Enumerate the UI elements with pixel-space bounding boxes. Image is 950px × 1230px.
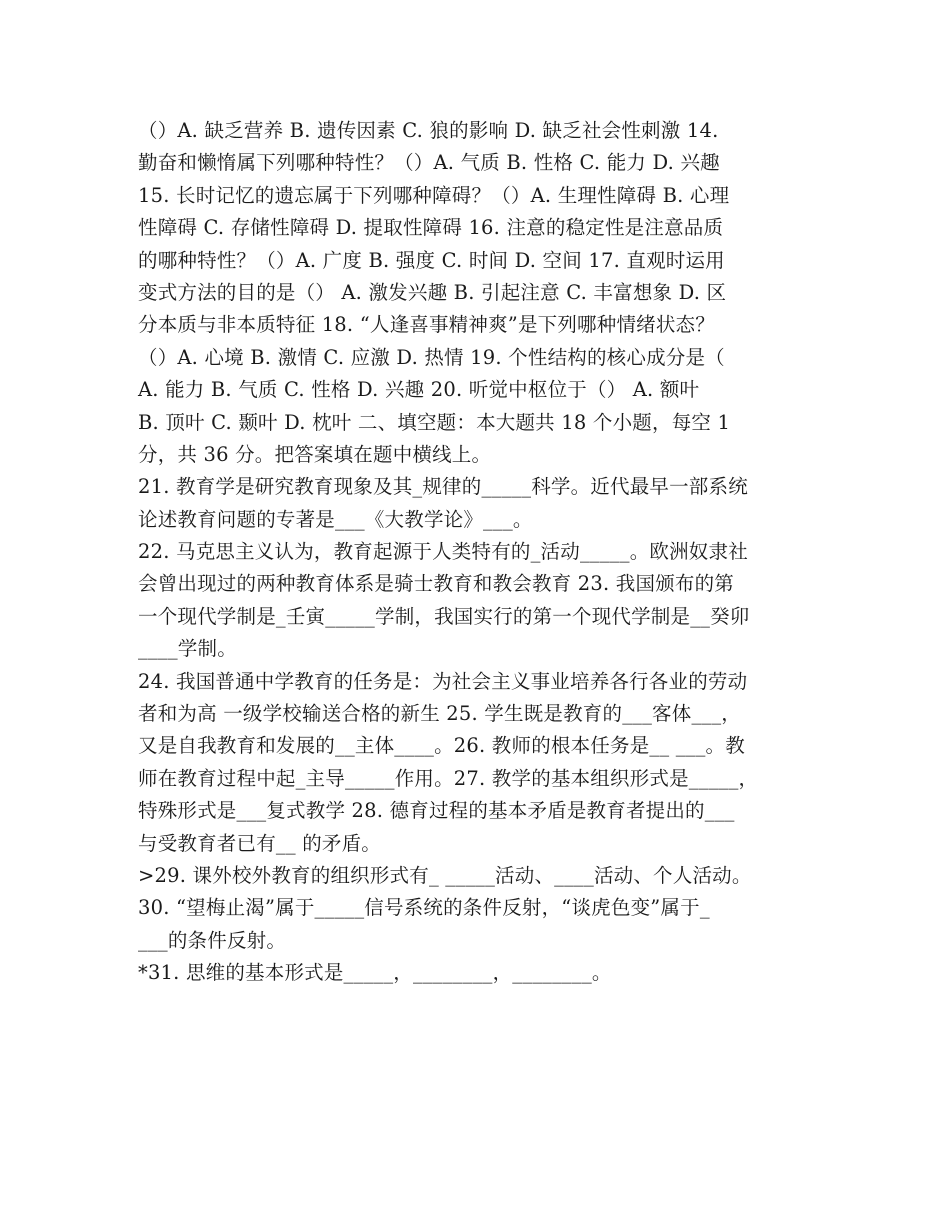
text-line: 师在教育过程中起_主导_____作用。27. 教学的基本组织形式是_____， bbox=[138, 766, 759, 790]
text-line: 24. 我国普通中学教育的任务是：为社会主义事业培养各行各业的劳动 bbox=[138, 669, 748, 693]
text-line: 特殊形式是___复式教学 28. 德育过程的基本矛盾是教育者提出的___ bbox=[138, 799, 735, 823]
text-line: 变式方法的目的是（） A. 激发兴趣 B. 引起注意 C. 丰富想象 D. 区 bbox=[138, 280, 727, 304]
text-line: 与受教育者已有__ 的矛盾。 bbox=[138, 831, 381, 855]
text-line: （）A. 心境 B. 激情 C. 应激 D. 热情 19. 个性结构的核心成分是（ bbox=[138, 345, 725, 369]
text-line: 者和为高 一级学校输送合格的新生 25. 学生既是教育的___客体___， bbox=[138, 702, 742, 726]
text-line: 勤奋和懒惰属下列哪种特性？（）A. 气质 B. 性格 C. 能力 D. 兴趣 bbox=[138, 151, 720, 175]
text-line: 又是自我教育和发展的__主体____。26. 教师的根本任务是__ ___。教 bbox=[138, 734, 745, 758]
text-line: 15. 长时记忆的遗忘属于下列哪种障碍？（）A. 生理性障碍 B. 心理 bbox=[138, 183, 730, 207]
text-line: B. 顶叶 C. 颞叶 D. 枕叶 二、填空题：本大题共 18 个小题，每空 1 bbox=[138, 410, 731, 434]
text-line: A. 能力 B. 气质 C. 性格 D. 兴趣 20. 听觉中枢位于（） A. 额叶 bbox=[138, 378, 700, 402]
document-text bbox=[138, 115, 818, 990]
text-line: 性障碍 C. 存储性障碍 D. 提取性障碍 16. 注意的稳定性是注意品质 bbox=[138, 216, 724, 240]
text-line: 分本质与非本质特征 18. “人逢喜事精神爽”是下列哪种情绪状态？ bbox=[138, 313, 715, 337]
text-line: 一个现代学制是_壬寅_____学制，我国实行的第一个现代学制是__癸卯 bbox=[138, 604, 750, 628]
text-line: 的哪种特性？（）A. 广度 B. 强度 C. 时间 D. 空间 17. 直观时运用 bbox=[138, 248, 725, 272]
text-line: 22. 马克思主义认为，教育起源于人类特有的_活动_____。欧洲奴隶社 bbox=[138, 540, 748, 564]
text-line: *31. 思维的基本形式是_____，________，________。 bbox=[138, 961, 612, 985]
text-line: 分，共 36 分。把答案填在题中横线上。 bbox=[138, 442, 492, 466]
text-line: 论述教育问题的专著是___《大教学论》___。 bbox=[138, 507, 533, 531]
text-line: 30. “望梅止渴”属于_____信号系统的条件反射，“谈虎色变”属于_ bbox=[138, 896, 710, 920]
text-line: ___的条件反射。 bbox=[138, 928, 287, 952]
text-line: 会曾出现过的两种教育体系是骑士教育和教会教育 23. 我国颁布的第 bbox=[138, 572, 735, 596]
text-line: >29. 课外校外教育的组织形式有_ _____活动、____活动、个人活动。 bbox=[138, 863, 752, 887]
text-line: ____学制。 bbox=[138, 637, 237, 661]
text-line: 21. 教育学是研究教育现象及其_规律的_____科学。近代最早一部系统 bbox=[138, 475, 748, 499]
text-line: （）A. 缺乏营养 B. 遗传因素 C. 狼的影响 D. 缺乏社会性刺激 14. bbox=[138, 119, 719, 142]
